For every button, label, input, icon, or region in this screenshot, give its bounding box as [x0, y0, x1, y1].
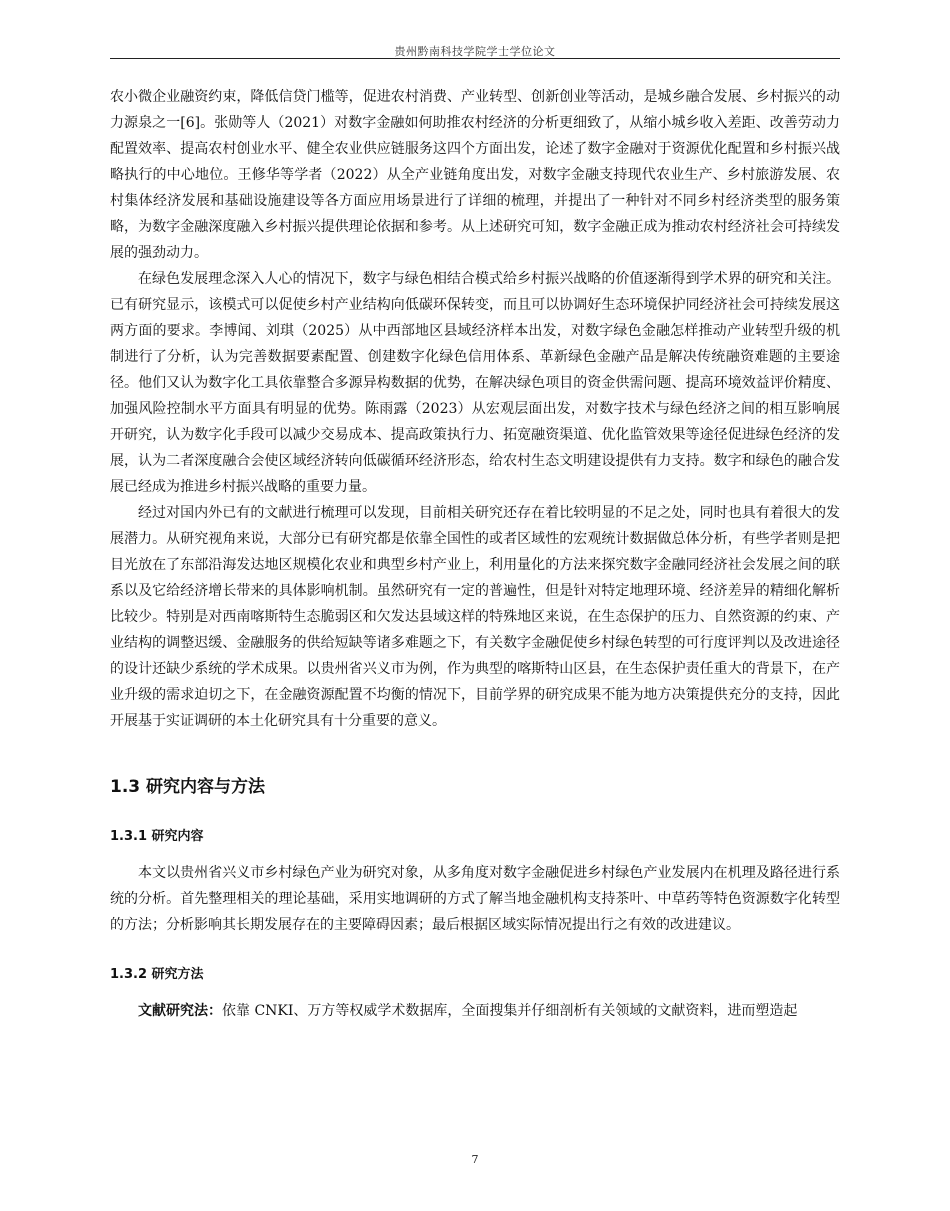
method-text: 依靠 CNKI、万方等权威学术数据库，全面搜集并仔细剖析有关领域的文献资料，进而塑造起 [222, 1003, 798, 1019]
section-heading-1-3: 1.3 研究内容与方法 [110, 777, 266, 797]
paragraph-digital-finance-review: 农小微企业融资约束，降低信贷门槛等，促进农村消费、产业转型、创新创业等活动，是城乡融合发展、乡村振兴的动力源泉之一[6]。张勋等人（2021）对数字金融如何助推农村经济的分析更细致了，从缩小城乡收入差距、改善劳动力配置效率、提高农村创业水平、健全农业供应链服务这四个方面出发，论述了数字金融对于资源优化配置和乡村振兴战略执行的中心地位。王修华等学者（2022）从全产业链角度出发，对数字金融支持现代农业生产、乡村旅游发展、农村集体经济发展和基础设施建设等各方面应用场景进行了详细的梳理，并提出了一种针对不同乡村经济类型的服务策略，为数字金融深度融入乡村振兴提供理论依据和参考。从上述研究可知，数字金融正成为推动农村经济社会可持续发展的强劲动力。 [110, 89, 840, 261]
header-divider [110, 58, 840, 59]
paragraph-research-gap: 经过对国内外已有的文献进行梳理可以发现，目前相关研究还存在着比较明显的不足之处，同时也具有着很大的发展潜力。从研究视角来说，大部分已有研究都是依靠全国性的或者区域性的宏观统计数据做总体分析，有些学者则是把目光放在了东部沿海发达地区规模化农业和典型乡村产业上，利用量化的方法来探究数字金融同经济社会发展之间的联系以及它给经济增长带来的具体影响机制。虽然研究有一定的普遍性，但是针对特定地理环境、经济差异的精细化解析比较少。特别是对西南喀斯特生态脆弱区和欠发达县域这样的特殊地区来说，在生态保护的压力、自然资源的约束、产业结构的调整迟缓、金融服务的供给短缺等诸多难题之下，有关数字金融促使乡村绿色转型的可行度评判以及改进途径的设计还缺少系统的学术成果。以贵州省兴义市为例，作为典型的喀斯特山区县，在生态保护责任重大的背景下，在产业升级的需求迫切之下，在金融资源配置不均衡的情况下，目前学界的研究成果不能为地方决策提供充分的支持，因此开展基于实证调研的本土化研究具有十分重要的意义。 [110, 505, 840, 729]
page-body [110, 84, 840, 1024]
method-label: 文献研究法： [138, 1003, 222, 1019]
page-number: 7 [471, 1153, 479, 1166]
subsection-heading-1-3-1: 1.3.1 研究内容 [110, 829, 204, 844]
running-header: 贵州黔南科技学院学士学位论文 [394, 45, 556, 58]
paragraph-digital-green-review: 在绿色发展理念深入人心的情况下，数字与绿色相结合模式给乡村振兴战略的价值逐渐得到学术界的研究和关注。已有研究显示，该模式可以促使乡村产业结构向低碳环保转变，而且可以协调好生态环境保护同经济社会可持续发展这两方面的要求。李博闻、刘琪（2025）从中西部地区县域经济样本出发，对数字绿色金融怎样推动产业转型升级的机制进行了分析，认为完善数据要素配置、创建数字化绿色信用体系、革新绿色金融产品是解决传统融资难题的主要途径。他们又认为数字化工具依靠整合多源异构数据的优势，在解决绿色项目的资金供需问题、提高环境效益评价精度、加强风险控制水平方面具有明显的优势。陈雨露（2023）从宏观层面出发，对数字技术与绿色经济之间的相互影响展开研究，认为数字化手段可以减少交易成本、提高政策执行力、拓宽融资渠道、优化监管效果等途径促进绿色经济的发展，认为二者深度融合会使区域经济转向低碳循环经济形态，给农村生态文明建设提供有力支持。数字和绿色的融合发展已经成为推进乡村振兴战略的重要力量。 [110, 271, 840, 495]
paragraph-research-method [110, 998, 840, 1024]
paragraph-research-content: 本文以贵州省兴义市乡村绿色产业为研究对象，从多角度对数字金融促进乡村绿色产业发展内在机理及路径进行系统的分析。首先整理相关的理论基础，采用实地调研的方式了解当地金融机构支持茶叶、中草药等特色资源数字化转型的方法；分析影响其长期发展存在的主要障碍因素；最后根据区域实际情况提出行之有效的改进建议。 [110, 865, 840, 933]
subsection-heading-1-3-2: 1.3.2 研究方法 [110, 967, 204, 982]
